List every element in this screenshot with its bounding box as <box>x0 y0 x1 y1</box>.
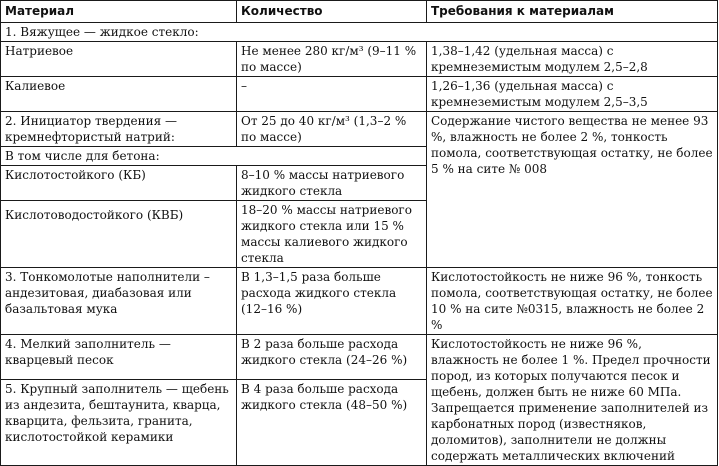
kvb-quantity: 18–20 % массы натриевого жидкого стекла или 15 % массы калиевого жидкого стекла <box>237 201 427 268</box>
coarse-material: 5. Крупный заполнитель — щебень из андезита, бештаунита, кварца, кварцита, фельзита, гранита, кислотостойкой керамики <box>1 379 237 465</box>
potassium-quantity: – <box>237 77 427 112</box>
table-row-initiator <box>1 112 718 147</box>
header-material: Материал <box>1 1 237 23</box>
fillers-quantity: В 1,3–1,5 раза больше расхода жидкого стекла (12–16 %) <box>237 268 427 335</box>
table-row-binder <box>1 23 718 42</box>
header-requirements: Требования к материалам <box>427 1 718 23</box>
table-row-fillers <box>1 268 718 335</box>
potassium-material: Калиевое <box>1 77 237 112</box>
initiator-requirements: Содержание чистого вещества не менее 93 %, влажность не более 2 %, тонкость помола, соответствующая остатку, не более 5 % на сите № 008 <box>427 112 718 268</box>
binder-material: 1. Вяжущее — жидкое стекло: <box>1 23 718 42</box>
header-quantity: Количество <box>237 1 427 23</box>
initiator-quantity: От 25 до 40 кг/м³ (1,3–2 % по массе) <box>237 112 427 147</box>
initiator-material: 2. Инициатор твердения — кремнефтористый натрий: <box>1 112 237 147</box>
coarse-quantity: В 4 раза больше расхода жидкого стекла (48–50 %) <box>237 379 427 465</box>
sodium-quantity: Не менее 280 кг/м³ (9–11 % по массе) <box>237 42 427 77</box>
fillers-requirements: Кислотостойкость не ниже 96 %, тонкость помола, соответствующая остатку, не более 10 % на сите №0315, влажность не более 2 % <box>427 268 718 335</box>
kb-quantity: 8–10 % массы натриевого жидкого стекла <box>237 166 427 201</box>
header-row <box>1 1 718 23</box>
sodium-material: Натриевое <box>1 42 237 77</box>
fine-quantity: В 2 раза больше расхода жидкого стекла (24–26 %) <box>237 335 427 380</box>
fine-material: 4. Мелкий заполнитель — кварцевый песок <box>1 335 237 380</box>
table-row-sodium <box>1 42 718 77</box>
potassium-requirements: 1,26–1,36 (удельная масса) с кремнеземистым модулем 2,5–3,5 <box>427 77 718 112</box>
kb-material: Кислотостойкого (КБ) <box>1 166 237 201</box>
table-row-fine <box>1 335 718 380</box>
sodium-requirements: 1,38–1,42 (удельная масса) с кремнеземистым модулем 2,5–2,8 <box>427 42 718 77</box>
table-row-potassium <box>1 77 718 112</box>
concrete-material: В том числе для бетона: <box>1 147 427 166</box>
fine-requirements: Кислотостойкость не ниже 96 %, влажность не более 1 %. Предел прочности пород, из которых получаются песок и щебень, должен быть не ниже 60 МПа. Запрещается применение заполнителей из карбонатных пород (известняков, доломитов), заполнители не должны содержать металлических включений <box>427 335 718 466</box>
fillers-material: 3. Тонкомолотые наполнители – андезитовая, диабазовая или базальтовая мука <box>1 268 237 335</box>
kvb-material: Кислотоводостойкого (КВБ) <box>1 201 237 268</box>
